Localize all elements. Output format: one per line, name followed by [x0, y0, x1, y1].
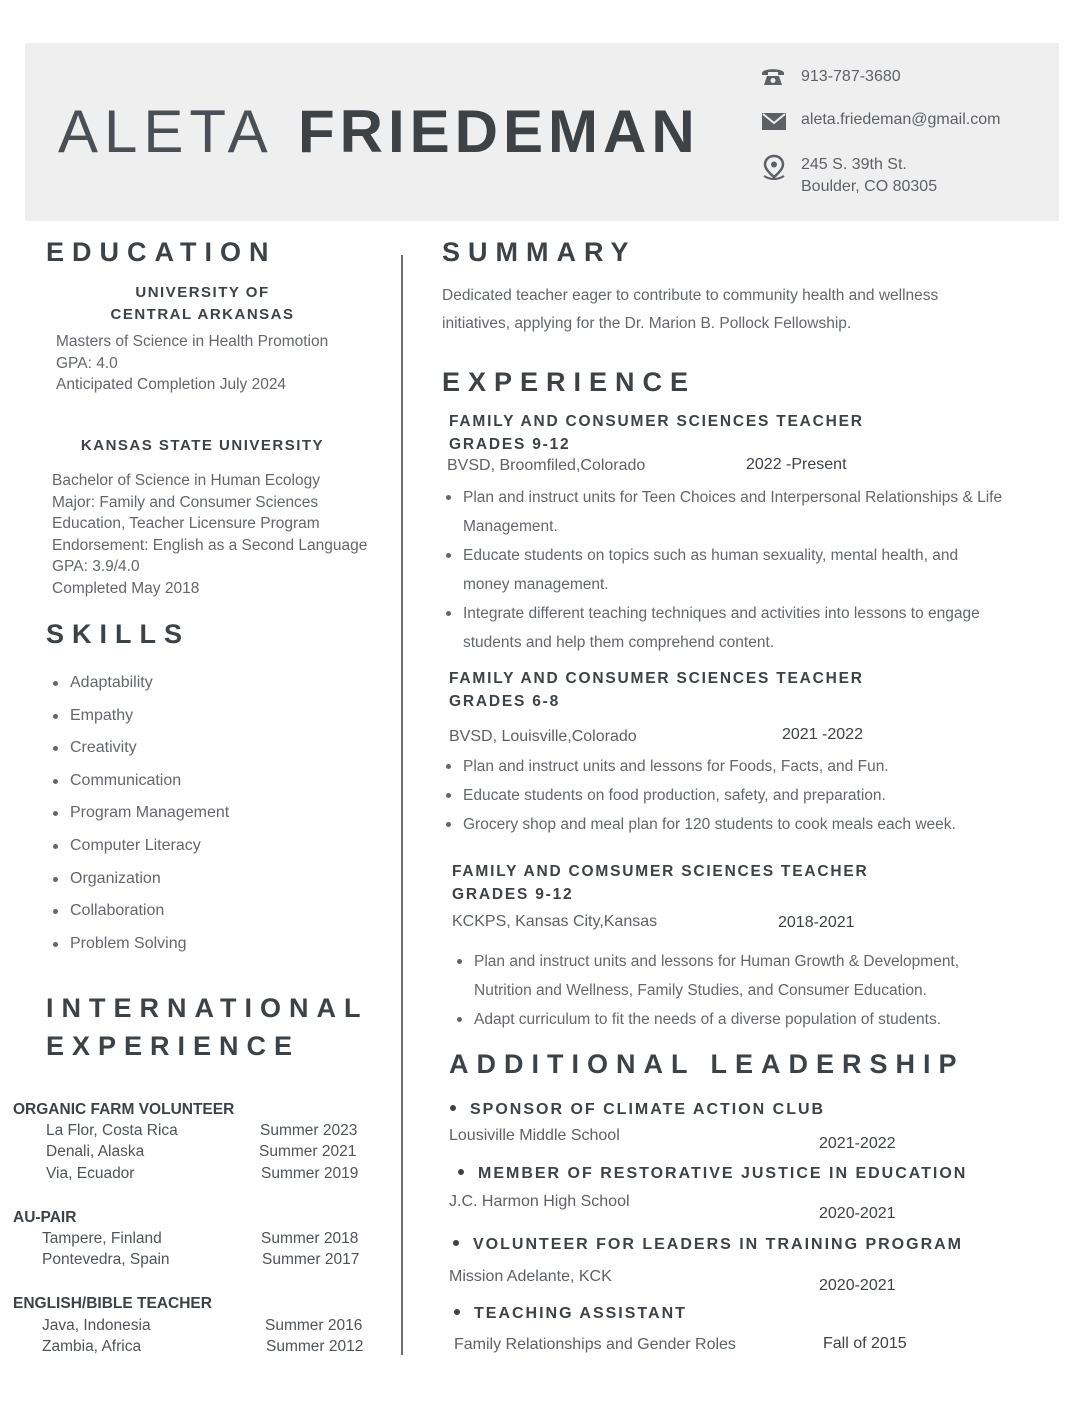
phone-number[interactable]: 913-787-3680	[801, 68, 901, 85]
bullet-dot	[454, 1309, 460, 1315]
leadership-role-text: MEMBER OF RESTORATIVE JUSTICE IN EDUCATION	[478, 1165, 968, 1182]
leadership-dates: 2020-2021	[819, 1205, 896, 1222]
leadership-role-text: TEACHING ASSISTANT	[474, 1305, 687, 1322]
leadership-dates: Fall of 2015	[823, 1335, 907, 1352]
address-line-2: Boulder, CO 80305	[801, 178, 938, 195]
school2-detail: Completed May 2018	[52, 579, 200, 597]
job-title-line-1: FAMILY AND CONSUMER SCIENCES TEACHER	[449, 670, 864, 687]
job-dates: 2018-2021	[778, 914, 855, 931]
school1-details	[56, 331, 328, 396]
intl-place: Tampere, Finland	[42, 1230, 162, 1247]
skill-item: Adaptability	[50, 673, 229, 706]
school1-detail: GPA: 4.0	[56, 354, 118, 372]
school1-name-line-1: UNIVERSITY OF	[135, 284, 270, 301]
intl-role: ORGANIC FARM VOLUNTEER	[13, 1101, 235, 1118]
leadership-org: Family Relationships and Gender Roles	[454, 1336, 736, 1353]
skill-item: Problem Solving	[50, 934, 229, 967]
school2-detail: GPA: 3.9/4.0	[52, 558, 140, 575]
skill-item: Communication	[50, 771, 229, 804]
leadership-role	[450, 1101, 825, 1119]
bullet-dot	[453, 1240, 459, 1246]
job-title	[452, 860, 868, 906]
skill-item: Empathy	[50, 706, 229, 739]
intl-place: Zambia, Africa	[42, 1338, 142, 1355]
job-bullets	[443, 483, 1003, 657]
leadership-org: Mission Adelante, KCK	[449, 1268, 612, 1285]
leadership-role-text: SPONSOR OF CLIMATE ACTION CLUB	[470, 1101, 826, 1118]
address-line-1: 245 S. 39th St.	[801, 156, 907, 173]
job-grades: GRADES 9-12	[452, 886, 574, 903]
job-bullets	[454, 947, 1014, 1034]
school2-name: KANSAS STATE UNIVERSITY	[80, 437, 325, 454]
skill-item: Organization	[50, 869, 229, 902]
job-dates: 2021 -2022	[782, 726, 863, 743]
skills-list	[50, 673, 229, 966]
intl-place: Denali, Alaska	[46, 1143, 145, 1160]
school2-details	[52, 470, 367, 599]
job-title	[449, 410, 864, 456]
school1-detail: Anticipated Completion July 2024	[56, 376, 287, 393]
leadership-role	[454, 1305, 687, 1323]
school1-name	[60, 282, 345, 326]
job-bullet: Plan and instruct units and lessons for Foods, Facts, and Fun.	[443, 752, 1003, 781]
skill-item: Collaboration	[50, 901, 229, 934]
intl-when: Summer 2019	[261, 1165, 359, 1182]
leadership-dates: 2021-2022	[819, 1135, 896, 1152]
intl-when: Summer 2023	[260, 1122, 358, 1139]
international-title-line-2: EXPERIENCE	[46, 1031, 301, 1061]
job-bullets	[443, 752, 1003, 839]
leadership-org: J.C. Harmon High School	[449, 1193, 630, 1210]
email-address[interactable]: aleta.friedeman@gmail.com	[801, 111, 1001, 128]
bullet-dot	[458, 1169, 464, 1175]
skills-title: SKILLS	[46, 619, 191, 649]
intl-place: Pontevedra, Spain	[42, 1251, 170, 1268]
intl-place: La Flor, Costa Rica	[46, 1122, 178, 1139]
last-name: FRIEDEMAN	[298, 98, 700, 165]
column-divider	[401, 255, 403, 1355]
skill-item: Computer Literacy	[50, 836, 229, 869]
mail-icon	[760, 108, 788, 136]
job-bullet: Grocery shop and meal plan for 120 students to cook meals each week.	[443, 810, 1003, 839]
job-bullet: Adapt curriculum to fit the needs of a diverse population of students.	[454, 1005, 1014, 1034]
leadership-role	[453, 1236, 963, 1254]
summary-text: Dedicated teacher eager to contribute to community health and wellness initiatives, applying for the Dr. Marion B. Pollock Fellowship.	[442, 287, 939, 332]
school1-detail: Masters of Science in Health Promotion	[56, 333, 329, 350]
job-bullet: Plan and instruct units for Teen Choices and Interpersonal Relationships & Life Management.	[443, 483, 1003, 541]
job-org: KCKPS, Kansas City,Kansas	[452, 913, 658, 930]
job-grades: GRADES 6-8	[449, 693, 561, 710]
location-pin-icon	[760, 154, 788, 182]
intl-when: Summer 2012	[266, 1338, 364, 1355]
school2-detail: Bachelor of Science in Human Ecology	[52, 472, 320, 489]
school2-detail: Endorsement: English as a Second Language	[52, 536, 368, 554]
school1-name-line-2: CENTRAL ARKANSAS	[110, 306, 295, 323]
job-title-line-1: FAMILY AND CONSUMER SCIENCES TEACHER	[449, 413, 864, 430]
intl-when: Summer 2017	[262, 1251, 360, 1268]
intl-role: AU-PAIR	[13, 1209, 77, 1226]
intl-place: Java, Indonesia	[42, 1317, 151, 1334]
phone-icon	[759, 63, 787, 91]
address	[801, 154, 937, 198]
intl-place: Via, Ecuador	[46, 1165, 135, 1182]
summary-title: SUMMARY	[442, 237, 637, 267]
intl-when: Summer 2016	[265, 1317, 363, 1334]
job-org: BVSD, Louisville,Colorado	[449, 728, 637, 745]
skill-item: Creativity	[50, 738, 229, 771]
job-bullet: Educate students on food production, safety, and preparation.	[443, 781, 1003, 810]
first-name: ALETA	[58, 98, 274, 165]
leadership-dates: 2020-2021	[819, 1277, 896, 1294]
job-title-line-1: FAMILY AND COMSUMER SCIENCES TEACHER	[452, 863, 869, 880]
education-title: EDUCATION	[46, 237, 277, 267]
international-title-line-1: INTERNATIONAL	[46, 993, 369, 1023]
bullet-dot	[450, 1105, 456, 1111]
intl-when: Summer 2021	[259, 1143, 357, 1160]
job-title	[449, 667, 864, 713]
experience-title: EXPERIENCE	[442, 367, 697, 397]
leadership-role	[458, 1165, 967, 1183]
skill-item: Program Management	[50, 803, 229, 836]
job-grades: GRADES 9-12	[449, 436, 571, 453]
leadership-role-text: VOLUNTEER FOR LEADERS IN TRAINING PROGRAM	[473, 1236, 964, 1253]
job-org: BVSD, Broomfiled,Colorado	[447, 457, 646, 474]
school2-detail: Major: Family and Consumer Sciences	[52, 493, 319, 511]
school2-detail: Education, Teacher Licensure Program	[52, 515, 320, 532]
leadership-title: ADDITIONAL LEADERSHIP	[449, 1049, 965, 1079]
leadership-org: Lousiville Middle School	[449, 1127, 620, 1144]
intl-when: Summer 2018	[261, 1230, 359, 1247]
job-bullet: Plan and instruct units and lessons for Human Growth & Development, Nutrition and Wellness, Family Studies, and Consumer Education.	[454, 947, 1014, 1005]
job-bullet: Integrate different teaching techniques and activities into lessons to engage students and help them comprehend content.	[443, 599, 1003, 657]
intl-role: ENGLISH/BIBLE TEACHER	[13, 1295, 212, 1312]
job-bullet: Educate students on topics such as human sexuality, mental health, and money management.	[443, 541, 1003, 599]
job-dates: 2022 -Present	[746, 456, 847, 473]
